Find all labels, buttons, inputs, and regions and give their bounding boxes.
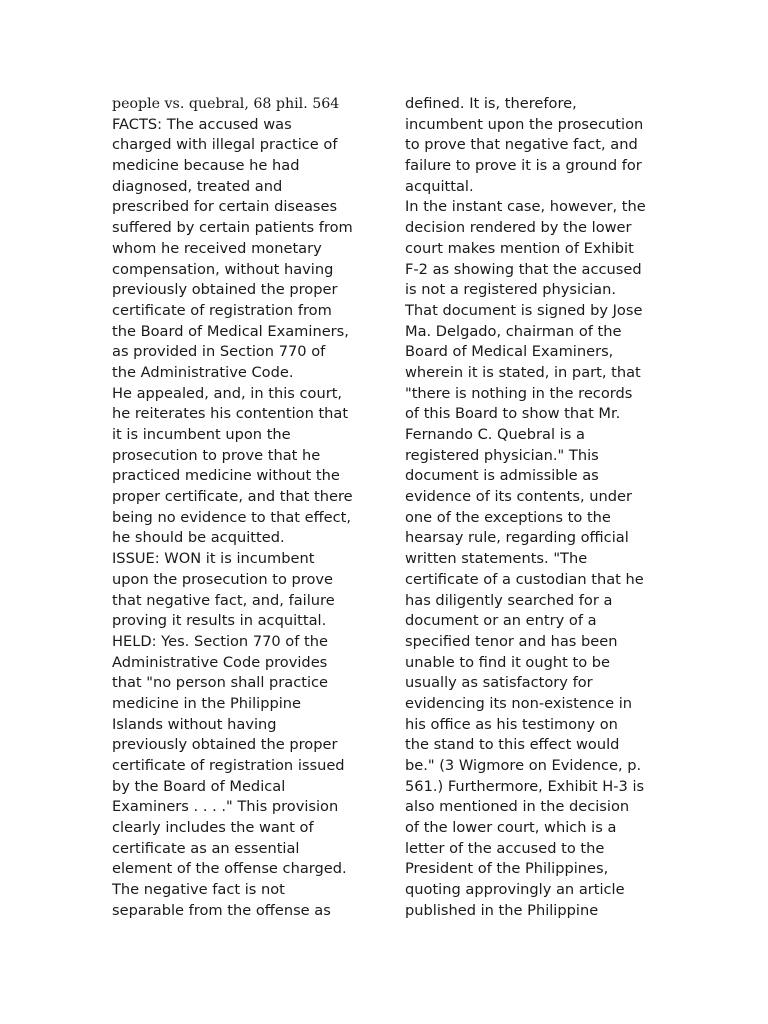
text-line: ISSUE: WON it is incumbent: [112, 550, 315, 568]
case-title: people vs. quebral, 68 phil. 564: [112, 96, 340, 112]
text-line: F-2 as showing that the accused: [405, 260, 642, 278]
text-line: registered physician." This: [405, 446, 599, 464]
text-line: Fernando C. Quebral is a: [405, 426, 585, 443]
text-line: 561.) Furthermore, Exhibit H-3 is: [405, 777, 645, 795]
text-line: published in the Philippine: [405, 901, 599, 919]
text-line: that "no person shall practice: [112, 674, 329, 692]
text-line: upon the prosecution to prove: [112, 570, 334, 588]
text-line: is not a registered physician.: [405, 281, 616, 299]
text-line: of the lower court, which is a: [405, 819, 617, 837]
right-column-text: [405, 94, 667, 922]
text-line: the stand to this effect would: [405, 736, 620, 754]
text-line: practiced medicine without the: [112, 467, 340, 485]
text-line: President of the Philippines,: [405, 860, 609, 878]
text-line: previously obtained the proper: [112, 281, 338, 299]
text-line: his office as his testimony on: [405, 715, 618, 733]
text-line: diagnosed, treated and: [112, 177, 283, 195]
text-line: specified tenor and has been: [405, 632, 618, 650]
text-line: Islands without having: [112, 715, 277, 733]
text-line: previously obtained the proper: [112, 736, 338, 754]
text-line: defined. It is, therefore,: [405, 95, 577, 112]
text-line: certificate of registration from: [112, 301, 332, 319]
text-line: document is admissible as: [405, 467, 599, 485]
text-line: certificate of a custodian that he: [405, 570, 644, 588]
text-line: has diligently searched for a: [405, 591, 613, 609]
text-line: medicine because he had: [112, 157, 300, 175]
text-line: the Board of Medical Examiners,: [112, 322, 349, 340]
text-line: The negative fact is not: [112, 881, 285, 899]
text-line: certificate as an essential: [112, 839, 300, 857]
text-line: clearly includes the want of: [112, 819, 314, 837]
text-line: certificate of registration issued: [112, 757, 345, 774]
text-line: Examiners . . . ." This provision: [112, 798, 339, 816]
text-line: prosecution to prove that he: [112, 446, 321, 464]
text-line: He appealed, and, in this court,: [112, 384, 343, 402]
text-line: the Administrative Code.: [112, 363, 294, 381]
text-line: element of the offense charged.: [112, 860, 347, 878]
right-column: [405, 94, 667, 922]
text-line: he reiterates his contention that: [112, 405, 349, 423]
text-line: suffered by certain patients from: [112, 219, 353, 237]
text-line: separable from the offense as: [112, 901, 331, 919]
text-line: evidence of its contents, under: [405, 488, 633, 506]
text-line: acquittal.: [405, 177, 474, 195]
text-line: decision rendered by the lower: [405, 219, 632, 237]
text-line: whom he received monetary: [112, 239, 322, 257]
text-line: to prove that negative fact, and: [405, 136, 638, 154]
text-line: court makes mention of Exhibit: [405, 239, 634, 257]
text-line: usually as satisfactory for: [405, 674, 593, 692]
text-line: FACTS: The accused was: [112, 115, 292, 133]
text-line: wherein it is stated, in part, that: [405, 363, 641, 381]
text-line: being no evidence to that effect,: [112, 508, 352, 526]
text-line: failure to prove it is a ground for: [405, 157, 642, 175]
text-line: as provided in Section 770 of: [112, 343, 326, 361]
text-line: In the instant case, however, the: [405, 198, 646, 216]
text-line: letter of the accused to the: [405, 839, 605, 857]
text-line: prescribed for certain diseases: [112, 198, 338, 216]
text-line: one of the exceptions to the: [405, 508, 611, 526]
left-column: [112, 94, 374, 922]
text-line: unable to find it ought to be: [405, 653, 611, 671]
text-line: by the Board of Medical: [112, 777, 286, 795]
text-line: Administrative Code provides: [112, 653, 328, 671]
text-line: that negative fact, and, failure: [112, 591, 335, 609]
text-line: Ma. Delgado, chairman of the: [405, 322, 622, 340]
text-line: Board of Medical Examiners,: [405, 343, 614, 361]
text-line: hearsay rule, regarding official: [405, 529, 629, 547]
text-line: proving it results in acquittal.: [112, 612, 327, 630]
text-line: he should be acquitted.: [112, 529, 285, 547]
text-line: incumbent upon the prosecution: [405, 115, 644, 133]
text-line: it is incumbent upon the: [112, 426, 291, 443]
left-column-text: [112, 115, 374, 922]
text-line: evidencing its non-existence in: [405, 694, 633, 712]
text-line: HELD: Yes. Section 770 of the: [112, 632, 328, 650]
text-line: That document is signed by Jose: [405, 301, 643, 319]
text-line: written statements. "The: [405, 550, 588, 568]
text-line: of this Board to show that Mr.: [405, 405, 621, 423]
text-line: also mentioned in the decision: [405, 798, 630, 816]
text-line: proper certificate, and that there: [112, 488, 353, 506]
text-line: compensation, without having: [112, 260, 334, 278]
text-line: be." (3 Wigmore on Evidence, p.: [405, 757, 642, 774]
text-line: document or an entry of a: [405, 612, 597, 630]
text-line: charged with illegal practice of: [112, 136, 338, 154]
text-line: "there is nothing in the records: [405, 384, 633, 402]
text-line: quoting approvingly an article: [405, 881, 625, 899]
text-line: medicine in the Philippine: [112, 694, 302, 712]
